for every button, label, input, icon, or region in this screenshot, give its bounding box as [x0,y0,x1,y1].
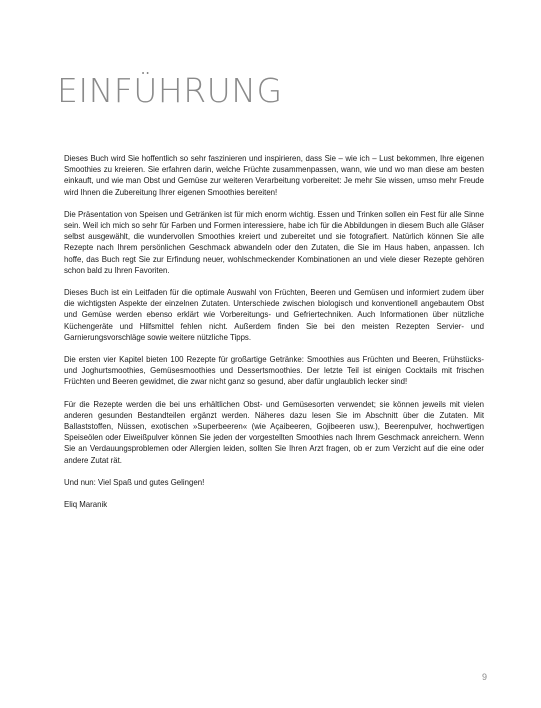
paragraph: Für die Rezepte werden die bei uns erhältlichen Obst- und Gemüsesorten verwendet; sie können jeweils mit vielen anderen gesunden Bestandteilen ergänzt werden. Näheres dazu lesen Sie im Abschnitt über die Zutaten. Mit Ballaststoffen, Nüssen, exotischen »Superbeeren« (wie Açaibeeren, Gojibeeren usw.), Beerenpulver, hochwertigen Speiseölen oder Eiweißpulver können Sie jeden der vorgestellten Smoothies nach Ihrem Geschmack anreichern. Wenn Sie an Verdauungsproblemen oder Allergien leiden, sollten Sie Ihren Arzt fragen, ob er zum Verzicht auf die eine oder andere Zutat rät. [64,399,484,465]
page-title: EINFÜHRUNG [57,71,283,110]
paragraph: Die ersten vier Kapitel bieten 100 Rezepte für großartige Getränke: Smoothies aus Früchten und Beeren, Frühstücks- und Joghurtsmoothies, Gemüsesmoothies und Dessertsmoothies. Der letzte Teil ist einigen Cocktails mit frischen Früchten und Beeren gewidmet, die zwar nicht ganz so gesund, aber dafür unglaublich lecker sind! [64,355,484,387]
body-text [64,153,484,521]
author-signature: Eliq Maranik [64,500,108,510]
paragraph: Die Präsentation von Speisen und Getränken ist für mich enorm wichtig. Essen und Trinken sollen ein Fest für alle Sinne sein. Weil ich mich so sehr für Farben und Formen interessiere, habe ich für die Abbildungen in diesem Buch alle Gläser selbst ausgewählt, die wundervollen Smoothies kreiert und zubereitet und sie fotografiert. Natürlich können Sie alle Rezepte nach Ihrem persönlichen Geschmack abwandeln oder den Zutaten, die Sie im Haus haben, anpassen. Ich hoffe, das Buch regt Sie zur Erfindung neuer, wohlschmeckender Kombinationen an und viele dieser Rezepte gehören schon bald zu Ihren Favoriten. [64,209,484,275]
closing-line: Und nun: Viel Spaß und gutes Gelingen! [64,477,205,487]
paragraph: Dieses Buch wird Sie hoffentlich so sehr faszinieren und inspirieren, dass Sie – wie ich – Lust bekommen, Ihre eigenen Smoothies zu kreieren. Sie erfahren darin, welche Früchte zusammenpassen, wann, wie und wo man diese am besten einkauft, und wie man Obst und Gemüse zur weiteren Verarbeitung vorbereitet: Je mehr Sie wissen, umso mehr Freude wird Ihnen die Zubereitung Ihrer eigenen Smoothies bereiten! [64,154,484,197]
paragraph: Dieses Buch ist ein Leitfaden für die optimale Auswahl von Früchten, Beeren und Gemüsen und informiert zudem über die wichtigsten Aspekte der einzelnen Zutaten. Unterschiede zwischen biologisch und konventionell angebautem Obst und Gemüse werden ebenso erklärt wie Vorbereitungs- und Gefriertechniken. Auch Informationen über nützliche Küchengeräte und Hilfsmittel fehlen nicht. Außerdem finden Sie bei den meisten Rezepten Servier- und Garnierungsvorschläge sowie weitere nützliche Tipps. [64,288,484,342]
page-number: 9 [481,672,487,682]
